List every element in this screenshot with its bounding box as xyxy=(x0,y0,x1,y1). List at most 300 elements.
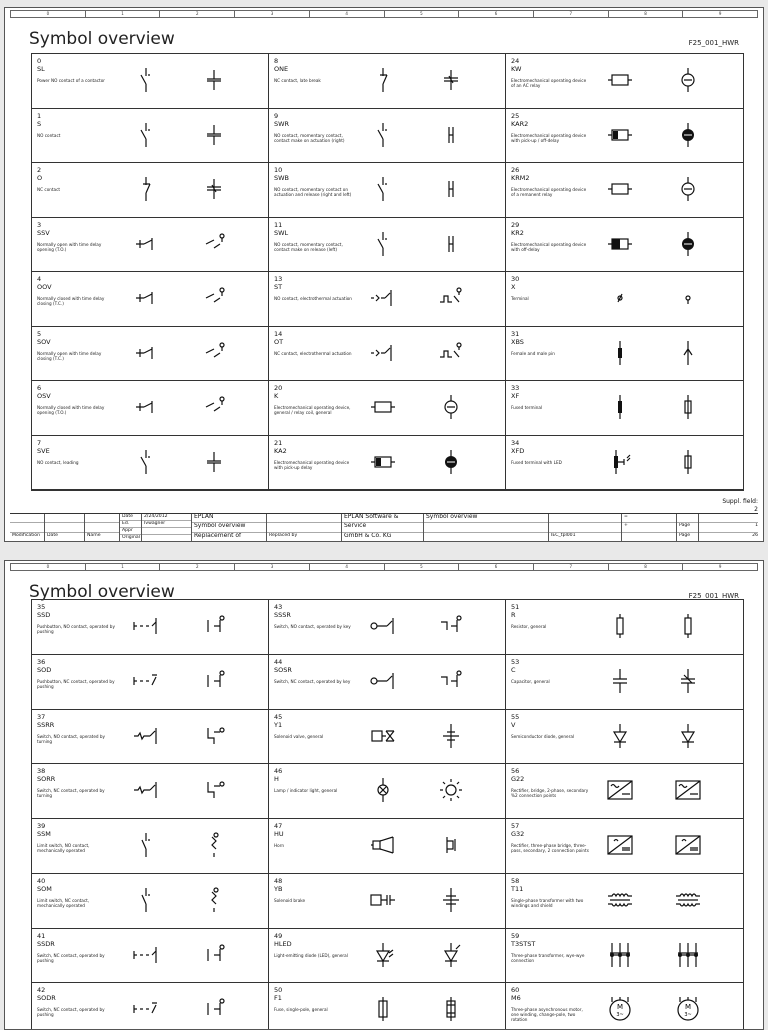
symbol-code: X xyxy=(511,283,516,291)
tb-cell: Name xyxy=(87,532,101,538)
pushbutton-no-icon xyxy=(132,612,160,640)
symbol-cell-r xyxy=(506,600,743,655)
no-contact-icon xyxy=(369,121,397,149)
no-contact-alt-icon xyxy=(200,448,228,476)
symbol-description: Horn xyxy=(274,843,285,848)
symbol-number: 58 xyxy=(511,876,520,885)
coil-circle-icon xyxy=(674,66,702,94)
coil-delay-icon xyxy=(369,448,397,476)
symbol-cell-y1 xyxy=(269,710,506,765)
symbol-number: 30 xyxy=(511,275,520,283)
symbol-number: 2 xyxy=(37,166,42,174)
coil-delay-icon xyxy=(606,121,634,149)
symbol-cell-kr2 xyxy=(506,218,743,273)
coil-circle-filled-icon xyxy=(674,121,702,149)
tb-cell: Symbol overview xyxy=(424,514,548,523)
ruler-mark: 2 xyxy=(160,11,235,17)
symbol-description: Solenoid valve, general xyxy=(274,733,324,739)
limit-switch-icon xyxy=(132,831,160,859)
symbol-code: O xyxy=(37,174,43,182)
page-title: Symbol overview xyxy=(29,582,175,602)
symbol-code: XF xyxy=(511,392,520,400)
symbol-code: SWR xyxy=(274,119,290,128)
svg-text:3~: 3~ xyxy=(684,1012,692,1019)
symbol-description: Light-emitting diode (LED), general xyxy=(274,952,348,958)
rotary-switch-icon xyxy=(132,722,160,750)
symbol-number: 46 xyxy=(274,767,283,776)
symbol-number: 14 xyxy=(274,329,283,338)
no-contact-icon xyxy=(132,66,160,94)
tb-cell: Date xyxy=(47,532,58,538)
tb-meta-values xyxy=(142,514,192,541)
symbol-cell-t3stst xyxy=(506,929,743,984)
tb-cell: Symbol overview xyxy=(192,523,266,532)
time-delay-icon xyxy=(132,284,160,312)
no-contact-alt-icon xyxy=(200,121,228,149)
symbol-description: Fuse, single-pole, general xyxy=(274,1007,328,1013)
symbol-cell-c xyxy=(506,655,743,710)
ruler-mark: 4 xyxy=(310,11,385,17)
tb-cell: Original xyxy=(122,535,140,540)
coil-icon xyxy=(606,175,634,203)
symbol-code: KA2 xyxy=(274,446,287,455)
momentary-contact-icon xyxy=(437,230,465,258)
svg-text:3~: 3~ xyxy=(616,1012,624,1019)
symbol-number: 0 xyxy=(37,57,42,65)
symbol-description: Normally closed with time delay closing (T.C.) xyxy=(37,296,105,306)
symbol-code: SSDR xyxy=(37,939,55,948)
tb-cell xyxy=(85,523,119,532)
symbol-cell-t11 xyxy=(506,874,743,929)
symbol-code: C xyxy=(511,665,516,674)
symbol-description: Rectifier, bridge, 2-phase, secondary %2 connection points xyxy=(511,788,589,799)
symbol-code: R xyxy=(511,611,516,619)
symbol-description: Normally open with time delay opening (T.O.) xyxy=(37,241,102,252)
symbol-description: NO contact, momentary contact, contact make on actuation (right) xyxy=(274,132,345,143)
tb-cell xyxy=(622,533,676,541)
diode-alt-icon xyxy=(674,722,702,750)
symbol-number: 37 xyxy=(37,712,46,721)
symbol-cell-ssm xyxy=(32,819,269,874)
tb-cell: Page xyxy=(679,532,691,538)
tb-cell xyxy=(142,535,191,541)
pushbutton-alt-icon xyxy=(200,612,228,640)
transformer-3ph-icon xyxy=(674,941,702,969)
thermal-contact-alt-icon xyxy=(437,339,465,367)
suppl-field-value: 2 xyxy=(754,506,758,513)
time-delay-icon xyxy=(132,339,160,367)
tb-cell xyxy=(699,514,758,523)
symbol-number: 59 xyxy=(511,931,520,940)
supplementary-field xyxy=(722,498,758,514)
symbol-description: Lamp / indicator light, general xyxy=(274,788,338,794)
symbol-code: G22 xyxy=(511,775,525,784)
tb-cell: Service xyxy=(342,523,423,532)
svg-text:M: M xyxy=(684,1003,692,1012)
tb-cell: Page xyxy=(677,523,698,532)
tb-cell: Modification xyxy=(12,532,40,538)
symbol-number: 7 xyxy=(37,438,42,447)
symbol-code: SSM xyxy=(37,830,51,838)
ruler-mark: 3 xyxy=(235,11,310,17)
symbol-description: Three-phase asynchronous motor, one winding, change-pole, two rotation xyxy=(511,1007,583,1023)
symbol-code: K xyxy=(274,392,279,400)
symbol-code: OOV xyxy=(37,283,52,291)
nc-contact-alt-icon xyxy=(437,66,465,94)
tb-cell: GmbH & Co. KG xyxy=(344,532,392,539)
symbol-description: Pushbutton, NC contact, operated by pushing xyxy=(37,678,115,689)
fuse-alt-icon xyxy=(437,995,465,1023)
symbol-cell-xfd xyxy=(506,436,743,491)
symbol-cell-sl xyxy=(32,54,269,109)
tb-cell: Date xyxy=(120,514,141,521)
symbol-number: 40 xyxy=(37,876,46,885)
rotary-switch-icon xyxy=(132,776,160,804)
symbol-cell-sorr xyxy=(32,764,269,819)
symbol-code: YB xyxy=(274,884,283,893)
symbol-cell-ssrr xyxy=(32,710,269,765)
symbol-code: OT xyxy=(274,337,284,346)
symbol-cell-f1 xyxy=(269,983,506,1030)
led-icon xyxy=(369,941,397,969)
ruler-mark: 9 xyxy=(718,11,722,16)
symbol-cell-sov xyxy=(32,327,269,382)
symbol-cell-sod xyxy=(32,655,269,710)
symbol-number: 44 xyxy=(274,657,283,666)
symbol-grid xyxy=(31,53,744,491)
symbol-number: 8 xyxy=(274,57,279,65)
ruler-mark: 8 xyxy=(609,564,684,570)
symbol-code: Y1 xyxy=(274,720,283,729)
symbol-cell-k xyxy=(269,381,506,436)
symbol-description: Switch, NC contact, operated by pushing xyxy=(37,952,105,963)
symbol-code: KW xyxy=(511,65,522,73)
key-switch-icon xyxy=(369,667,397,695)
tb-cell xyxy=(549,514,621,523)
nc-contact-alt-icon xyxy=(200,175,228,203)
symbol-description: Fused terminal xyxy=(511,405,543,410)
symbol-cell-swr xyxy=(269,109,506,164)
symbol-cell-kw xyxy=(506,54,743,109)
symbol-description: Electromechanical operating device of an AC relay xyxy=(511,78,587,88)
symbol-number: 11 xyxy=(274,220,283,229)
tb-cell: 1 xyxy=(699,523,758,532)
symbol-number: 56 xyxy=(511,767,520,776)
rotary-switch-alt-icon xyxy=(200,776,228,804)
symbol-cell-s xyxy=(32,109,269,164)
pin-icon xyxy=(606,339,634,367)
no-contact-alt-icon xyxy=(200,66,228,94)
symbol-description: NO contact, momentary contact, contact make on release (left) xyxy=(274,241,343,252)
pushbutton-alt-icon xyxy=(200,667,228,695)
tb-company-1 xyxy=(192,514,267,541)
tb-cell xyxy=(10,523,44,532)
symbol-description: Switch, NC contact, operated by key xyxy=(274,678,351,684)
symbol-number: 53 xyxy=(511,657,520,666)
tb-cell xyxy=(677,514,698,523)
motor-icon xyxy=(674,995,702,1023)
symbol-number: 60 xyxy=(511,986,520,995)
tb-cell xyxy=(142,528,191,535)
no-contact-icon xyxy=(369,230,397,258)
symbol-cell-ot xyxy=(269,327,506,382)
tb-cell xyxy=(45,523,84,532)
terminal-alt-icon xyxy=(674,284,702,312)
symbol-cell-st xyxy=(269,272,506,327)
momentary-contact-icon xyxy=(437,175,465,203)
pushbutton-nc-icon xyxy=(132,995,160,1023)
symbol-number: 3 xyxy=(37,220,42,229)
symbol-cell-ssdr xyxy=(32,929,269,984)
time-delay-alt-icon xyxy=(200,339,228,367)
symbol-code: S xyxy=(37,119,42,128)
tb-name xyxy=(85,514,120,541)
symbol-cell-hu xyxy=(269,819,506,874)
symbol-number: 45 xyxy=(274,712,283,721)
symbol-description: Capacitor, general xyxy=(511,678,550,684)
symbol-description: Switch, NC contact, operated by pushing xyxy=(37,1007,105,1018)
tb-cell: Appr xyxy=(120,528,141,535)
symbol-cell-h xyxy=(269,764,506,819)
symbol-code: M6 xyxy=(511,994,521,1003)
key-switch-icon xyxy=(369,612,397,640)
terminal-icon xyxy=(606,284,634,312)
symbol-cell-x xyxy=(506,272,743,327)
drawing-sheet-2 xyxy=(4,560,764,1030)
tb-cell: Replaced by xyxy=(269,532,298,538)
tb-meta-labels xyxy=(120,514,142,541)
transformer-icon xyxy=(606,886,634,914)
symbol-number: 13 xyxy=(274,275,283,283)
tb-company-2 xyxy=(342,514,424,541)
pushbutton-alt-icon xyxy=(200,941,228,969)
symbol-description: Fused terminal with LED xyxy=(511,459,562,465)
symbol-code: T3STST xyxy=(511,939,536,948)
symbol-cell-hled xyxy=(269,929,506,984)
nc-contact-icon xyxy=(369,66,397,94)
symbol-description: Normally open with time delay closing (T.C.) xyxy=(37,350,102,361)
time-delay-icon xyxy=(132,393,160,421)
symbol-cell-one xyxy=(269,54,506,109)
symbol-cell-sosr xyxy=(269,655,506,710)
symbol-number: 24 xyxy=(511,57,520,65)
capacitor-alt-icon xyxy=(674,667,702,695)
symbol-cell-m6 xyxy=(506,983,743,1030)
symbol-cell-oov xyxy=(32,272,269,327)
symbol-cell-sve xyxy=(32,436,269,491)
column-ruler xyxy=(10,563,758,571)
ruler-mark: 5 xyxy=(385,11,460,17)
ruler-mark: 2 xyxy=(160,564,235,570)
symbol-description: Switch, NO contact, operated by key xyxy=(274,624,351,629)
ruler-mark: 9 xyxy=(718,564,722,569)
resistor-icon xyxy=(606,612,634,640)
tb-cell: EPLAN Software & xyxy=(342,514,423,523)
tb-cell: EPLAN xyxy=(192,514,266,523)
diode-icon xyxy=(606,722,634,750)
symbol-description: Single-phase transformer with two windings and shield xyxy=(511,897,584,908)
symbol-description: Electromechanical operating device of a remanent relay xyxy=(511,187,587,197)
symbol-code: F1 xyxy=(274,994,282,1003)
symbol-cell-som xyxy=(32,874,269,929)
fused-terminal-icon xyxy=(606,393,634,421)
ruler-mark: 3 xyxy=(235,564,310,570)
fuse-icon xyxy=(369,995,397,1023)
symbol-cell-krm2 xyxy=(506,163,743,218)
fused-terminal-alt-icon xyxy=(674,448,702,476)
symbol-description: NC contact, late break xyxy=(274,78,321,83)
symbol-code: SSSR xyxy=(274,611,291,619)
symbol-number: 6 xyxy=(37,384,42,392)
symbol-code: SOM xyxy=(37,884,52,893)
rotary-switch-alt-icon xyxy=(200,722,228,750)
symbol-code: SOV xyxy=(37,337,51,346)
symbol-cell-g32 xyxy=(506,819,743,874)
symbol-cell-yb xyxy=(269,874,506,929)
symbol-number: 55 xyxy=(511,712,520,721)
rectifier-icon xyxy=(606,776,634,804)
symbol-code: OSV xyxy=(37,392,51,400)
coil-circle-icon xyxy=(674,175,702,203)
tb-cell xyxy=(267,523,341,532)
symbol-number: 43 xyxy=(274,603,283,611)
drawing-sheet-1 xyxy=(4,7,764,542)
symbol-number: 25 xyxy=(511,111,520,120)
symbol-code: SOSR xyxy=(274,665,292,674)
no-contact-icon xyxy=(132,121,160,149)
symbol-cell-swl xyxy=(269,218,506,273)
symbol-description: Power NO contact of a contactor xyxy=(37,78,105,83)
page-code: F25_001_HWR xyxy=(688,39,739,47)
title-block xyxy=(10,513,758,541)
tb-equipment xyxy=(622,514,677,541)
limit-switch-alt-icon xyxy=(200,831,228,859)
tb-cell: Ivwagner xyxy=(142,521,191,528)
ruler-mark: 6 xyxy=(459,11,534,17)
tb-overview xyxy=(424,514,549,541)
thermal-contact-icon xyxy=(369,339,397,367)
symbol-description: NO contact, momentary contact on actuation and release (right and left) xyxy=(274,187,352,197)
tb-cell xyxy=(45,514,84,523)
symbol-description: Normally closed with time delay opening (T.O.) xyxy=(37,405,105,415)
symbol-code: SSRR xyxy=(37,720,55,729)
symbol-cell-xbs xyxy=(506,327,743,382)
symbol-description: NC contact xyxy=(37,187,61,192)
tb-cell xyxy=(85,514,119,523)
tb-standard xyxy=(549,514,622,541)
symbol-cell-o xyxy=(32,163,269,218)
symbol-cell-osv xyxy=(32,381,269,436)
symbol-number: 51 xyxy=(511,603,520,611)
symbol-code: G32 xyxy=(511,830,525,838)
transformer-icon xyxy=(674,886,702,914)
nc-contact-icon xyxy=(132,175,160,203)
symbol-description: Female and male pin xyxy=(511,350,555,356)
coil-filled-icon xyxy=(606,230,634,258)
tb-cell: Replacement of xyxy=(194,532,242,539)
momentary-contact-icon xyxy=(437,121,465,149)
symbol-code: SWL xyxy=(274,228,289,237)
symbol-number: 39 xyxy=(37,822,46,830)
rectifier-icon xyxy=(674,776,702,804)
ruler-mark: 1 xyxy=(86,11,161,17)
symbol-description: Terminal xyxy=(511,296,529,301)
capacitor-icon xyxy=(606,667,634,695)
ruler-mark: 0 xyxy=(11,564,86,570)
symbol-cell-ssv xyxy=(32,218,269,273)
fused-terminal-led-icon xyxy=(606,448,634,476)
tb-cell: 2/24/2012 xyxy=(142,514,191,521)
symbol-number: 4 xyxy=(37,275,42,283)
symbol-description: Pushbutton, NO contact, operated by pushing xyxy=(37,624,115,634)
time-delay-alt-icon xyxy=(200,230,228,258)
tb-page-label xyxy=(677,514,699,541)
tb-cell xyxy=(267,514,341,523)
symbol-number: 9 xyxy=(274,111,279,120)
svg-text:M: M xyxy=(616,1003,624,1012)
symbol-code: T11 xyxy=(511,884,524,893)
tb-cell: Ed. xyxy=(120,521,141,528)
transformer-3ph-icon xyxy=(606,941,634,969)
symbol-code: XFD xyxy=(511,446,525,455)
symbol-description: Limit switch, NC contact, mechanically operated xyxy=(37,897,90,908)
brake-icon xyxy=(369,886,397,914)
rectifier-3ph-icon xyxy=(674,831,702,859)
coil-icon xyxy=(369,393,397,421)
resistor-alt-icon xyxy=(674,612,702,640)
suppl-field-label: Suppl. field: xyxy=(722,498,758,505)
pin-alt-icon xyxy=(674,339,702,367)
tb-page-number xyxy=(699,514,758,541)
symbol-code: SOD xyxy=(37,665,52,674)
symbol-cell-ssd xyxy=(32,600,269,655)
symbol-number: 49 xyxy=(274,931,283,940)
pushbutton-no-icon xyxy=(132,941,160,969)
symbol-cell-g22 xyxy=(506,764,743,819)
symbol-description: NO contact, leading xyxy=(37,459,79,465)
coil-circle-filled-icon xyxy=(674,230,702,258)
symbol-number: 42 xyxy=(37,986,46,995)
symbol-code: ST xyxy=(274,283,283,291)
symbol-code: XBS xyxy=(511,337,524,346)
symbol-cell-sssr xyxy=(269,600,506,655)
symbol-number: 50 xyxy=(274,986,283,995)
time-delay-alt-icon xyxy=(200,393,228,421)
symbol-description: Electromechanical operating device with off-delay xyxy=(511,241,587,252)
symbol-description: Rectifier, three-phase bridge, three-pass, secondary, 2 connection points xyxy=(511,843,589,853)
tb-cell xyxy=(549,523,621,532)
key-switch-alt-icon xyxy=(437,667,465,695)
coil-circle-filled-icon xyxy=(437,448,465,476)
ruler-mark: 1 xyxy=(86,564,161,570)
pushbutton-nc-icon xyxy=(132,667,160,695)
fused-terminal-alt-icon xyxy=(674,393,702,421)
symbol-description: Switch, NC contact, operated by turning xyxy=(37,788,105,799)
time-delay-icon xyxy=(132,230,160,258)
symbol-number: 29 xyxy=(511,220,520,229)
symbol-cell-ka2 xyxy=(269,436,506,491)
page-code: F25_001_HWR xyxy=(688,592,739,600)
symbol-description: Resistor, general xyxy=(511,624,547,629)
tb-replaced xyxy=(267,514,342,541)
symbol-code: V xyxy=(511,720,516,729)
symbol-number: 10 xyxy=(274,166,283,174)
symbol-cell-swb xyxy=(269,163,506,218)
ruler-mark: 0 xyxy=(11,11,86,17)
symbol-description: Switch, NO contact, operated by turning xyxy=(37,733,106,744)
symbol-code: SVE xyxy=(37,446,50,455)
thermal-contact-alt-icon xyxy=(437,284,465,312)
